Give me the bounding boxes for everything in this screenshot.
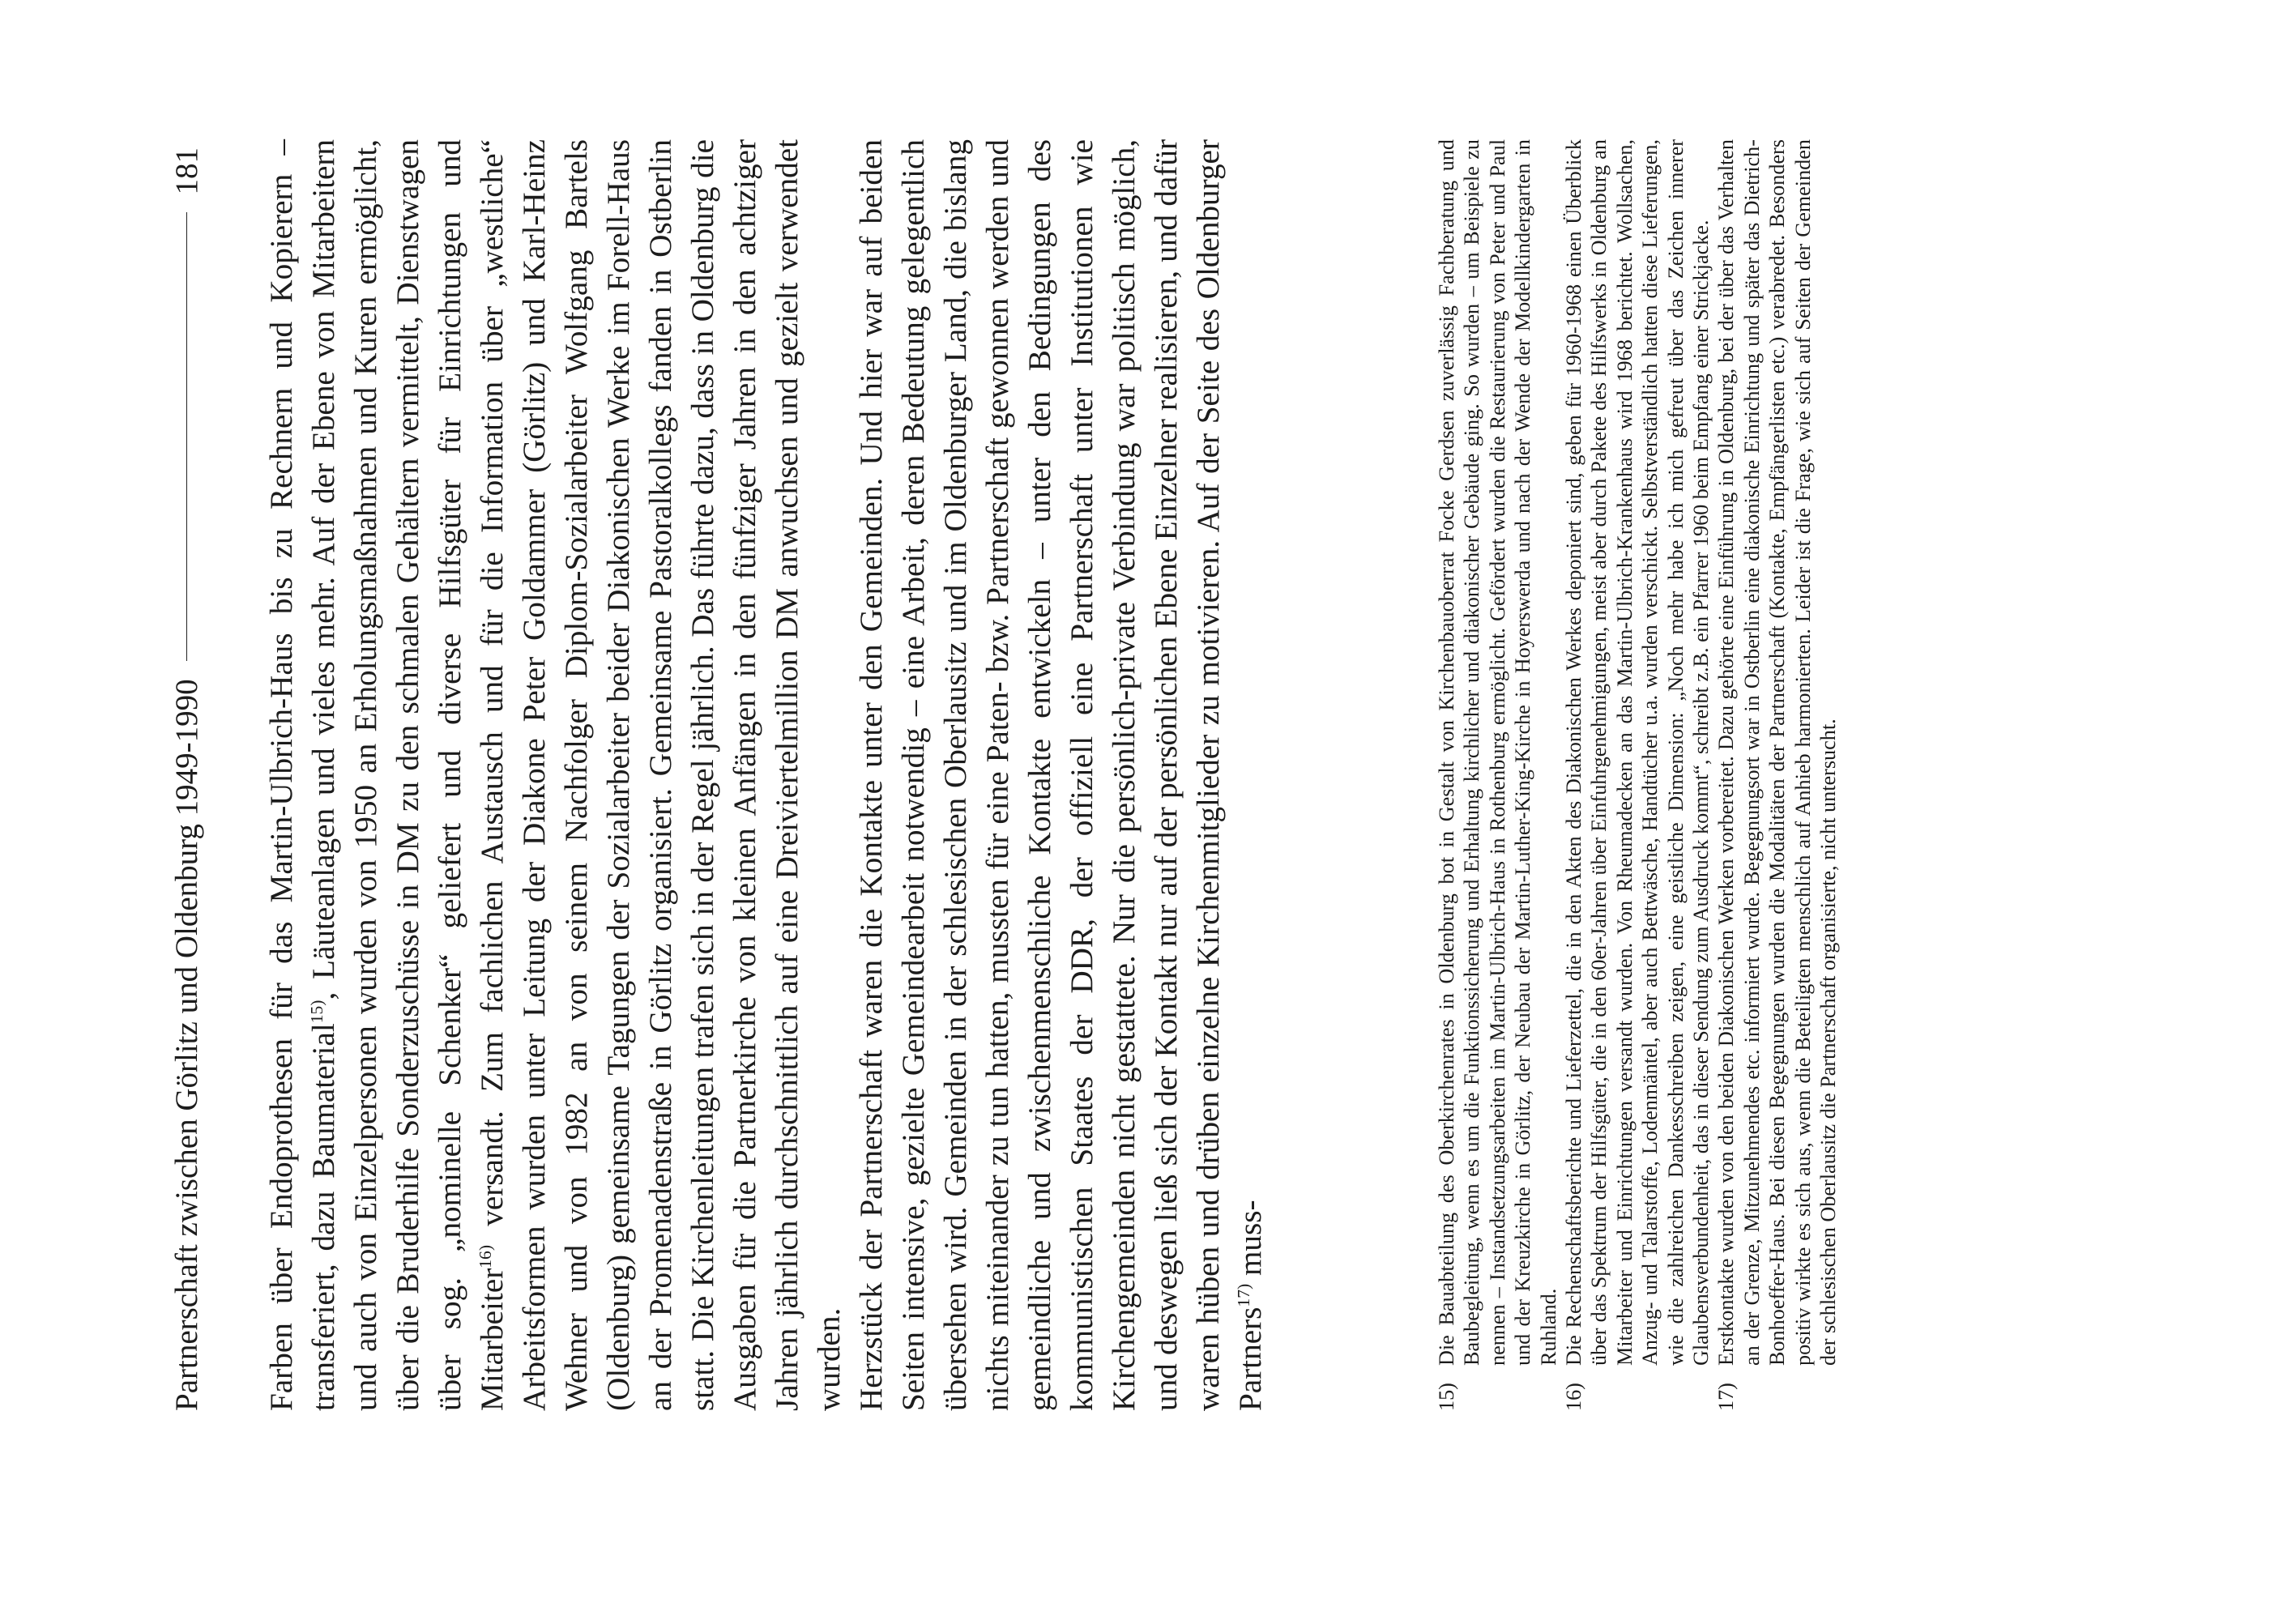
footnote-text: Die Rechenschaftsberichte und Lieferzettel, die in den Akten des Diakonischen Werkes deponiert sind, geben für 1960-1968 einen Überblick über das Spektrum der Hilfsgüter, die in den 60er-Jahren über Einfuhrgenehmigungen, meist aber durch Pakete des Hilfswerks in Oldenburg an Mitarbeiter und Einrichtungen versandt wurden. Von Rheumadecken an das Martin-Ulbrich-Krankenhaus wird 1968 berichtet. Wollsachen, Anzug- und Talarstoffe, Lodenmäntel, aber auch Bettwäsche, Handtücher u.a. wurden verschickt. Selbstverständlich hatten diese Lieferungen, wie die zahlreichen Dankesschreiben zeigen, eine geistliche Dimension: „Noch mehr habe ich mich gefreut über das Zeichen innerer Glaubensverbundenheit, das in dieser Sendung zum Ausdruck kommt“, schreibt z.B. ein Pfarrer 1960 beim Empfang einer Strickjacke. (1562, 139, 1713, 1366)
footnote-17 (1713, 139, 1841, 1411)
footnote-number: 16) (1562, 1383, 1586, 1411)
paragraph-1-part-3: versandt. Zum fachlichen Austausch und für die Information über „westliche“ Arbeitsformen wurden unter Leitung der Diakone Peter Goldammer (Görlitz) und Karl-Heinz Wehner und von 1982 an von seinem Nachfolger Diplom-Sozialarbeiter Wolfgang Bartels (Oldenburg) gemeinsame Tagungen der Sozialarbeiter beider Diakonischen Werke im Forell-Haus an der Promenadenstraße in Görlitz organisiert. Gemeinsame Pastoralkollegs fanden in Ostberlin statt. Die Kirchenleitungen trafen sich in der Regel jährlich. Das führte dazu, dass in Oldenburg die Ausgaben für die Partnerkirche von kleinen Anfängen in den fünfziger Jahren in den achtziger Jahren jährlich durchschnittlich auf eine Dreiviertelmillion DM anwuchsen und gezielt verwendet wurden. (475, 139, 847, 1411)
footnote-number: 15) (1435, 1383, 1458, 1411)
paragraph-2-part-1: Herzstück der Partnerschaft waren die Kontakte unter den Gemeinden. Und hier war auf beiden Seiten intensive, gezielte Gemeindearbeit notwendig – eine Arbeit, deren Bedeutung gelegentlich übersehen wird. Gemeinden in der schlesischen Oberlausitz und im Oldenburger Land, die bislang nichts miteinander zu tun hatten, mussten für eine Paten- bzw. Partnerschaft gewonnen werden und gemeindliche und zwischenmenschliche Kontakte entwickeln – unter den Bedingungen des kommunistischen Staates der DDR, der offiziell eine Partnerschaft unter Institutionen wie Kirchengemeinden nicht gestattete. Nur die persönlich-private Verbindung war politisch möglich, und deswegen ließ sich der Kontakt nur auf der persönlichen Ebene Einzelner realisieren, und dafür waren hüben und drüben einzelne Kirchenmitglieder zu motivieren. Auf der Seite des Oldenburger Partners (854, 139, 1268, 1411)
page-number: 181 (169, 147, 204, 195)
paragraph-2-part-2: muss- (1233, 1200, 1268, 1284)
paragraph-1-part-1: Farben über Endoprothesen für das Martin-Ulbrich-Haus bis zu Rechnern und Kopierern – transferiert, dazu Baumaterial (264, 139, 341, 1411)
footnote-ref-16[interactable]: 16) (475, 1244, 495, 1268)
footnote-text: Die Bauabteilung des Oberkirchenrates in Oldenburg bot in Gestalt von Kirchenbauoberrat Focke Gerdsen zuverlässig Fachberatung und Baubegleitung, wenn es um die Funktionssicherung und Erhaltung kirchlicher und diakonischer Gebäude ging. So wurden – um Beispiele zu nennen – Instandsetzungsarbeiten im Martin-Ulbrich-Haus in Rothenburg ermöglicht. Gefördert wurden die Restaurierung von Peter und Paul und der Kreuzkirche in Görlitz, der Neubau der Martin-Luther-King-Kirche in Hoyerswerda und nach der Wende der Modellkindergarten in Ruhland. (1435, 139, 1560, 1366)
footnote-15 (1434, 139, 1561, 1411)
footnote-16 (1561, 139, 1713, 1411)
footnote-ref-15[interactable]: 15) (306, 1000, 326, 1024)
running-title: Partnerschaft zwischen Görlitz und Oldenburg 1949-1990 (169, 679, 204, 1411)
paragraph-1-part-2: , Läuteanlagen und vieles mehr. Auf der Ebene von Mitarbeitern und auch von Einzelpersonen wurden von 1950 an Erholungsmaßnahmen und Kuren ermöglicht, über die Bruderhilfe Sonderzuschüsse in DM zu den schmalen Gehältern vermittelt, Dienstwagen über sog. „nominelle Schenker“ geliefert und diverse Hilfsgüter für Einrichtungen und Mitarbeiter (306, 139, 510, 1411)
footnote-number: 17) (1714, 1383, 1739, 1411)
header-rule (186, 213, 187, 662)
main-text (261, 139, 1272, 1411)
footnote-ref-17[interactable]: 17) (1233, 1283, 1253, 1307)
paragraph-2 (851, 139, 1272, 1411)
footnotes (1434, 139, 1841, 1411)
running-header (166, 147, 207, 1411)
paragraph-1 (261, 139, 851, 1411)
footnote-text: Erstkontakte wurden von den beiden Diakonischen Werken vorbereitet. Dazu gehörte eine Einführung in Oldenburg, bei der über das Verhalten an der Grenze, Mitzunehmendes etc. informiert wurde. Begegnungsort war in Ostberlin eine diakonische Einrichtung und später das Dietrich-Bonhoeffer-Haus. Bei diesen Begegnungen wurden die Modalitäten der Partnerschaft (Kontakte, Empfängerlisten etc.) verabredet. Besonders positiv wirkte es sich aus, wenn die Beteiligten menschlich auf Anhieb harmonierten. Leider ist die Frage, wie sich auf Seiten der Gemeinden der schlesischen Oberlausitz die Partnerschaft organisierte, nicht untersucht. (1714, 139, 1841, 1366)
